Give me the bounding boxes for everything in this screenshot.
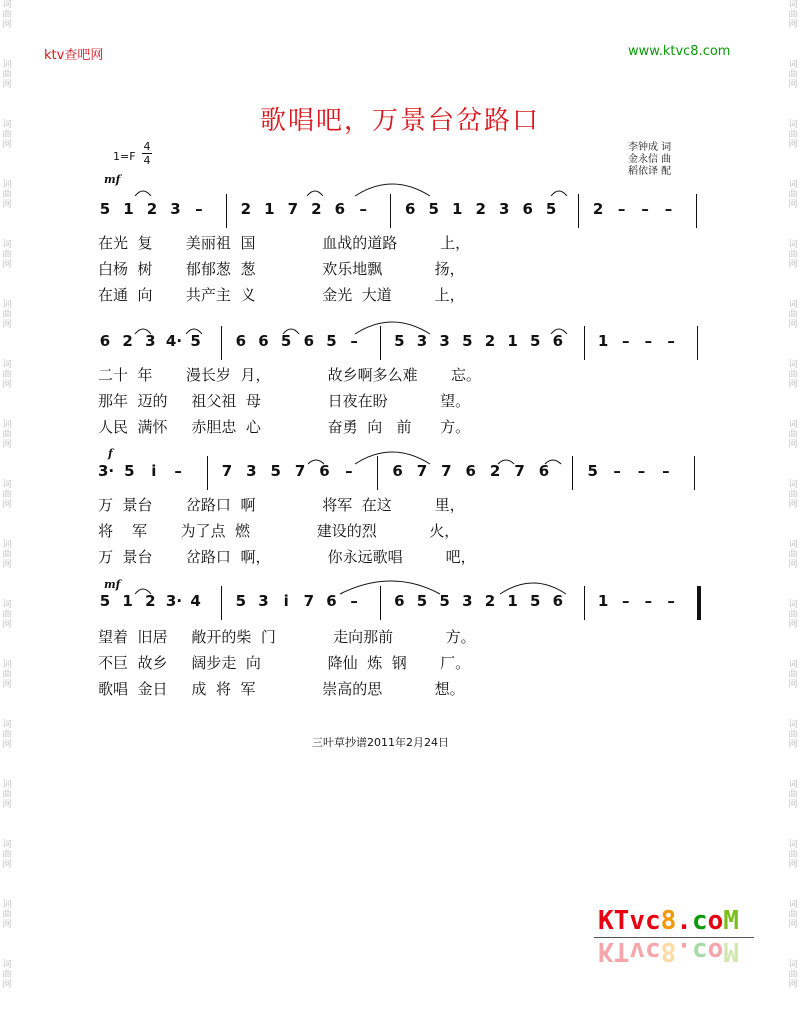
watermark-text: 词 曲 网 (2, 480, 12, 510)
note: 6 (465, 462, 476, 480)
watermark-text: 词 曲 网 (788, 120, 798, 150)
note: 5 (587, 462, 598, 480)
watermark-text: 词 曲 网 (788, 0, 798, 30)
time-signature (142, 140, 152, 167)
note: 5 (529, 332, 541, 350)
barline (390, 194, 391, 228)
note: 3 (439, 332, 450, 350)
note: – (664, 200, 673, 218)
watermark-text: 词 曲 网 (788, 420, 798, 450)
watermark-text: 词 曲 网 (788, 780, 798, 810)
barline (377, 456, 378, 490)
note: – (350, 332, 358, 350)
note: 5 (190, 332, 201, 350)
logo-letter: T (613, 906, 630, 936)
logo-letter: . (676, 906, 692, 936)
note: 7 (287, 200, 299, 218)
note: 3· (165, 592, 183, 610)
credits (628, 142, 671, 178)
note: 5 (394, 332, 405, 350)
note: 2 (489, 462, 501, 480)
note: – (350, 592, 358, 610)
watermark-text: 词 曲 网 (788, 960, 798, 990)
barline (380, 586, 381, 620)
watermark-text: 词 曲 网 (788, 720, 798, 750)
note: 6 (552, 332, 564, 350)
watermark-text: 词 曲 网 (2, 780, 12, 810)
watermark-text: 词 曲 网 (788, 60, 798, 90)
note: 2 (240, 200, 252, 218)
watermark-text: 词 曲 网 (2, 900, 12, 930)
dynamic-mf-1: mf (104, 173, 121, 186)
note: 3 (258, 592, 269, 610)
note: 1 (452, 200, 463, 218)
barline (696, 194, 697, 228)
note: 6 (235, 332, 247, 350)
note: 1 (122, 592, 133, 610)
lyric-line: 那年 迈的 祖父祖 母 日夜在盼 望。 (98, 392, 471, 410)
barline (572, 456, 573, 490)
note: 2 (484, 592, 496, 610)
watermark-text: 词 曲 网 (2, 360, 12, 390)
note: – (174, 462, 182, 480)
note: 6 (522, 200, 533, 218)
barline (584, 326, 585, 360)
note: 2 (484, 332, 496, 350)
lyric-line: 在通 向 共产主 义 金光 大道 上， (98, 286, 465, 304)
note: – (622, 332, 630, 350)
logo-letter: c (691, 906, 708, 936)
lyric-line: 在光 复 美丽祖 国 血战的道路 上， (98, 234, 471, 252)
watermark-text: 词 曲 网 (2, 960, 12, 990)
barline (584, 586, 585, 620)
lyric-line: 望着 旧居 敞开的柴 门 走向那前 方。 (98, 628, 476, 646)
logo-letter: 8 (660, 906, 677, 936)
logo-letter: 8 (660, 936, 677, 966)
note: 1 (507, 592, 518, 610)
note: – (662, 462, 670, 480)
watermark-text: 词 曲 网 (788, 180, 798, 210)
credit-music: 金永信 曲 (628, 154, 672, 165)
note: 3· (98, 462, 115, 480)
left-watermark-strip (0, 0, 14, 999)
dynamic-f: f (108, 447, 113, 460)
lyric-line: 万 景台 岔路口 啊， 你永远歌唱 吧， (98, 548, 476, 566)
note: 7 (416, 462, 428, 480)
note: 6 (405, 200, 416, 218)
watermark-text: 词 曲 网 (788, 240, 798, 270)
note: 6 (538, 462, 550, 480)
note: – (622, 592, 630, 610)
watermark-text: 词 曲 网 (2, 60, 12, 90)
lyric-line: 人民 满怀 赤胆忠 心 奋勇 向 前 方。 (98, 418, 471, 436)
note: 7 (221, 462, 233, 480)
barline (221, 586, 222, 620)
note: – (613, 462, 621, 480)
note: i (283, 592, 289, 610)
note: 7 (303, 592, 314, 610)
note: 1 (507, 332, 518, 350)
note: 6 (258, 332, 269, 350)
note: 2 (592, 200, 604, 218)
lyric-line: 白杨 树 郁郁葱 葱 欢乐地飘 扬， (98, 260, 465, 278)
note: 2 (146, 200, 158, 218)
watermark-text: 词 曲 网 (2, 120, 12, 150)
watermark-text: 词 曲 网 (2, 660, 12, 690)
watermark-text: 词 曲 网 (2, 180, 12, 210)
watermark-text: 词 曲 网 (2, 600, 12, 630)
watermark-text: 词 曲 网 (788, 660, 798, 690)
watermark-text: 词 曲 网 (2, 300, 12, 330)
note: – (644, 592, 653, 610)
note: 5 (416, 592, 428, 610)
note: 7 (514, 462, 525, 480)
note: – (345, 462, 353, 480)
note: 4 (190, 592, 201, 610)
time-bottom: 4 (143, 154, 151, 167)
note: i (151, 462, 157, 480)
note: 5 (280, 332, 292, 350)
note: 1 (123, 200, 134, 218)
note: – (667, 592, 675, 610)
watermark-text: 词 曲 网 (788, 900, 798, 930)
logo-letter: . (676, 936, 692, 966)
watermark-text: 词 曲 网 (788, 480, 798, 510)
credit-lyrics: 李钟成 词 (628, 142, 672, 153)
watermark-text: 词 曲 网 (2, 0, 12, 30)
note: 6 (392, 462, 403, 480)
note: 3 (145, 332, 156, 350)
note: 6 (303, 332, 314, 350)
site-logo (598, 906, 739, 936)
note: 2 (475, 200, 486, 218)
barline (226, 194, 227, 228)
barline (221, 326, 222, 360)
note: 5 (270, 462, 281, 480)
note: 3 (246, 462, 257, 480)
note: 5 (462, 332, 473, 350)
note: 6 (552, 592, 564, 610)
barline (578, 194, 579, 228)
dynamic-mf-2: mf (104, 578, 121, 591)
watermark-text: 词 曲 网 (788, 360, 798, 390)
note: – (641, 200, 649, 218)
note: – (617, 200, 626, 218)
note: – (359, 200, 368, 218)
barline (694, 456, 695, 490)
credit-arranger: 稻依译 配 (628, 166, 672, 177)
logo-letter: o (707, 906, 724, 936)
note: 3 (498, 200, 510, 218)
logo-letter: K (598, 906, 614, 936)
note: 2 (145, 592, 156, 610)
note: 2 (122, 332, 133, 350)
note: 1 (597, 332, 609, 350)
watermark-text: 词 曲 网 (2, 840, 12, 870)
logo-letter: c (691, 936, 708, 966)
site-name-left[interactable]: ktv查吧网 (44, 48, 104, 63)
note: 5 (439, 592, 450, 610)
note: 6 (394, 592, 405, 610)
site-logo-reflection (598, 936, 739, 966)
logo-letter: v (629, 906, 645, 936)
note: 6 (319, 462, 330, 480)
logo-letter: v (629, 936, 645, 966)
note: – (637, 462, 646, 480)
note: 5 (428, 200, 439, 218)
lyric-line: 将 军 为了点 燃 建设的烈 火， (98, 522, 460, 540)
note: 5 (545, 200, 557, 218)
logo-letter: K (598, 936, 614, 966)
transcription-note: 三叶草抄谱2011年2月24日 (312, 736, 449, 749)
note: 5 (124, 462, 135, 480)
logo-letter: T (613, 936, 630, 966)
lyric-line: 二十 年 漫长岁 月， 故乡啊多么难 忘。 (98, 366, 482, 384)
key-signature: 1=F (113, 150, 136, 163)
note: 7 (294, 462, 306, 480)
barline (380, 326, 381, 360)
logo-letter: c (644, 936, 661, 966)
note: 6 (99, 332, 111, 350)
right-watermark-strip (786, 0, 800, 999)
note: 5 (99, 592, 111, 610)
note: 2 (311, 200, 322, 218)
site-url-right[interactable]: www.ktvc8.com (628, 44, 731, 59)
logo-letter: o (707, 936, 724, 966)
watermark-text: 词 曲 网 (788, 600, 798, 630)
note: 5 (99, 200, 111, 218)
watermark-text: 词 曲 网 (2, 540, 12, 570)
note: 3 (462, 592, 473, 610)
watermark-text: 词 曲 网 (2, 720, 12, 750)
watermark-text: 词 曲 网 (788, 300, 798, 330)
time-top: 4 (143, 140, 151, 153)
note: 5 (326, 332, 337, 350)
lyric-line: 不巨 故乡 阔步走 向 降仙 炼 钢 厂。 (98, 654, 471, 672)
note: – (644, 332, 653, 350)
note: 6 (334, 200, 346, 218)
lyric-line: 歌唱 金日 成 将 军 崇高的思 想。 (98, 680, 465, 698)
note: 3 (416, 332, 428, 350)
barline (697, 326, 698, 360)
note: – (667, 332, 675, 350)
note: 1 (597, 592, 609, 610)
song-title: 歌唱吧，万景台岔路口 (259, 106, 540, 136)
note: 6 (326, 592, 337, 610)
note: 1 (264, 200, 275, 218)
note: 5 (529, 592, 541, 610)
note: 5 (235, 592, 247, 610)
logo-letter: M (723, 906, 739, 936)
logo-letter: c (644, 906, 661, 936)
note: 3 (170, 200, 181, 218)
watermark-text: 词 曲 网 (788, 540, 798, 570)
final-barline (697, 586, 701, 620)
lyric-line: 万 景台 岔路口 啊 将军 在这 里， (98, 496, 465, 514)
note: 7 (441, 462, 452, 480)
note: 4· (165, 332, 183, 350)
barline (207, 456, 208, 490)
logo-letter: M (723, 936, 739, 966)
watermark-text: 词 曲 网 (2, 420, 12, 450)
note: – (195, 200, 203, 218)
watermark-text: 词 曲 网 (2, 240, 12, 270)
watermark-text: 词 曲 网 (788, 840, 798, 870)
